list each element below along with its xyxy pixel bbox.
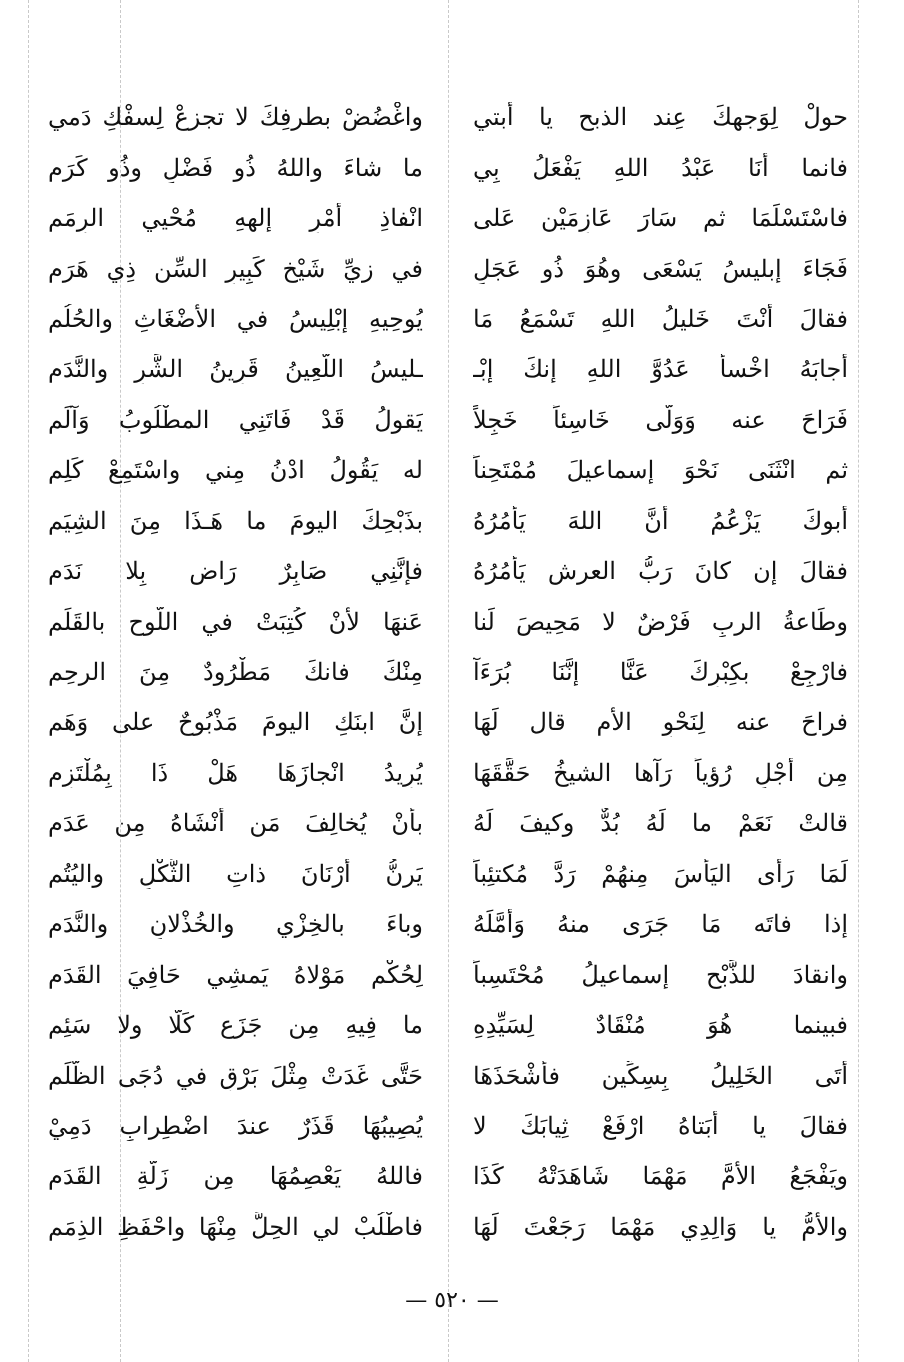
second-hemistich: وباءَ بالخِزْيِ والخُذْلانِ والنَّدَمِ	[48, 910, 423, 939]
verse-line	[48, 546, 848, 596]
second-hemistich: إنَّ ابنَكِ اليومَ مَذْبُوحٌ على وَهَمِ	[48, 708, 423, 737]
poem-body	[48, 92, 848, 1252]
first-hemistich: أَبوكَ يَزْعُمُ أَنَّ اللهَ يَأْمُرُهُ	[473, 506, 848, 535]
second-hemistich: يُرِيدُ انْجازَهَا هَلْ ذَا بِمُلْتَزِمِ	[48, 758, 423, 787]
verse-line	[48, 748, 848, 798]
first-hemistich: أجابَهُ اخْسأْ عَدُوَّ اللهِ إنكَ إبْـ	[473, 355, 848, 384]
second-hemistich: فاللهُ يَعْصِمُهَا مِن زَلَّةِ القَدَمِ	[48, 1162, 423, 1191]
verse-line	[48, 899, 848, 949]
first-hemistich: والأُمُّ يا وَالِدِي مَهْمَا رَجَعْتَ لَهَا	[473, 1212, 848, 1241]
second-hemistich: بأنْ يُخالِفَ مَن أنْشَاهُ مِن عَدَمِ	[48, 809, 423, 838]
second-hemistich: عَنهَا لأنْ كُتِبَتْ في اللَّوحِ بالقَلَمِ	[48, 607, 423, 636]
verse-line	[48, 1050, 848, 1100]
second-hemistich: مِنْكَ فانكَ مَطْرُودٌ مِنَ الرحِمِ	[48, 658, 423, 687]
second-hemistich: واغْضُضْ بطرفِكَ لا تجزعْ لِسفْكِ دَمي	[48, 103, 423, 132]
verse-line	[48, 798, 848, 848]
second-hemistich: ما فِيهِ مِن جَزَعٍ كَلَّا ولا سَئِمِ	[48, 1011, 423, 1040]
second-hemistich: فاطْلُبْ لي الحِلَّ مِنْهَا واحْفَظِ الذِمَمِ	[48, 1212, 423, 1241]
verse-line	[48, 294, 848, 344]
first-hemistich: وطَاعةُ الربِ فَرْضٌ لا مَحِيصَ لَنا	[473, 607, 848, 636]
second-hemistich: يُصِيبُهَا قَذَرٌ عندَ اضْطِرابِ دَمِيْ	[48, 1111, 423, 1140]
first-hemistich: فَجَاءَ إبليسُ يَسْعَى وهُوَ ذُو عَجَلٍ	[473, 254, 848, 283]
second-hemistich: لِحُكْمِ مَوْلاهُ يَمشِي حَافِيَ القَدَمِ	[48, 960, 423, 989]
second-hemistich: انْفاذِ أَمْرِ إلهِهِ مُحْيي الرِمَمِ	[48, 204, 423, 233]
first-hemistich: لَمَا رَأَى اليَأْسَ مِنهُمْ رَدَّ مُكتئِباً	[473, 859, 848, 888]
first-hemistich: مِن أجْلِ رُؤياً رَآها الشيخُ حَقَّقَهَا	[473, 758, 848, 787]
verse-line	[48, 243, 848, 293]
verse-line	[48, 1202, 848, 1252]
scan-artifact-line	[858, 0, 859, 1362]
first-hemistich: فبينما هُوَ مُنْقَادٌ لِسَيِّدِهِ	[473, 1011, 848, 1040]
first-hemistich: ثم انْثَنَى نَحْوَ إسماعيلَ مُمْتَحِناً	[473, 456, 848, 485]
verse-line	[48, 395, 848, 445]
verse-line	[48, 445, 848, 495]
verse-line	[48, 849, 848, 899]
first-hemistich: فارْجِعْ بكِبْرِكَ عَنَّا إنَّنَا بُرَءَآ	[473, 658, 848, 687]
second-hemistich: في زيِّ شَيْخٍ كَبِيرِ السِّنِ ذِي هَرَمِ	[48, 254, 423, 283]
page-number: — ٥٢٠ —	[405, 1288, 499, 1313]
second-hemistich: يُوحِيهِ إبْلِيسُ في الأَضْغَاثِ والحُلُمِ	[48, 304, 423, 333]
verse-line	[48, 596, 848, 646]
first-hemistich: فانما أنَا عَبْدُ اللهِ يَفْعَلُ بِي	[473, 153, 848, 182]
first-hemistich: فراحَ عنه لِنَحْوِ الأم قال لَهَا	[473, 708, 848, 737]
first-hemistich: فقالَ يا أَبَتاهُ ارْفَعْ ثِيابَكَ لا	[473, 1111, 848, 1140]
first-hemistich: فقالَ أَنْتَ خَليلُ اللهِ تَسْمَعُ مَا	[473, 304, 848, 333]
first-hemistich: أَتَى الخَلِيلُ بِسِكِّينٍ فأَشْحَذَهَا	[473, 1061, 848, 1090]
first-hemistich: قالتْ نَعَمْ ما لَهُ بُدٌّ وكيفَ لَهُ	[473, 809, 848, 838]
verse-line	[48, 949, 848, 999]
verse-line	[48, 1101, 848, 1151]
second-hemistich: ما شاءَ واللهُ ذُو فَضْلٍ وذُو كَرَمِ	[48, 153, 423, 182]
scan-artifact-line	[28, 0, 29, 1362]
verse-line	[48, 193, 848, 243]
first-hemistich: إذا فاتَه مَا جَرَى منهُ وَأَمَّلَهُ	[473, 910, 848, 939]
verse-line	[48, 1000, 848, 1050]
second-hemistich: ـليسُ اللَّعِينُ قَرِينُ الشَّرِ والنَّدَمِ	[48, 355, 423, 384]
second-hemistich: بذَبْحِكَ اليومَ ما هَـذَا مِنَ الشِيَمِ	[48, 506, 423, 535]
second-hemistich: له يَقُولُ ادْنُ مِني واسْتَمِعْ كَلِمِ	[48, 456, 423, 485]
verse-line	[48, 496, 848, 546]
first-hemistich: فَرَاحَ عنه وَوَلَّى خَاسِئاً خَجِلاً	[473, 405, 848, 434]
second-hemistich: فإنَّنِي صَابِرٌ رَاضٍ بِلا نَدَمِ	[48, 557, 423, 586]
first-hemistich: فقالَ إن كانَ رَبُّ العرشِ يَأْمُرُهُ	[473, 557, 848, 586]
verse-line	[48, 92, 848, 142]
second-hemistich: يَقولُ قَدْ فَاتَنِي المطْلُوبُ وَآلَمِ	[48, 405, 423, 434]
verse-line	[48, 344, 848, 394]
second-hemistich: يَرنُّ أَرْنَانَ ذاتِ الثُّكْلِ واليُتُمِ	[48, 859, 423, 888]
verse-line	[48, 647, 848, 697]
first-hemistich: ويَفْجَعُ الأمَّ مَهْمَا شَاهَدَتْهُ كَذَا	[473, 1162, 848, 1191]
first-hemistich: حولْ لِوَجهِكَ عِند الذبح يا أَبتي	[473, 103, 848, 132]
verse-line	[48, 1151, 848, 1201]
verse-line	[48, 142, 848, 192]
first-hemistich: وانقادَ للذَّبْحِ إسماعيلُ مُحْتَسِباً	[473, 960, 848, 989]
first-hemistich: فاسْتَسْلَمَا ثم سَارَ عَازِمَيْنِ عَلى	[473, 204, 848, 233]
verse-line	[48, 697, 848, 747]
second-hemistich: حَتَّى غَدَتْ مِثْلَ بَرْقٍ في دُجَى الظُّلَمِ	[48, 1061, 423, 1090]
